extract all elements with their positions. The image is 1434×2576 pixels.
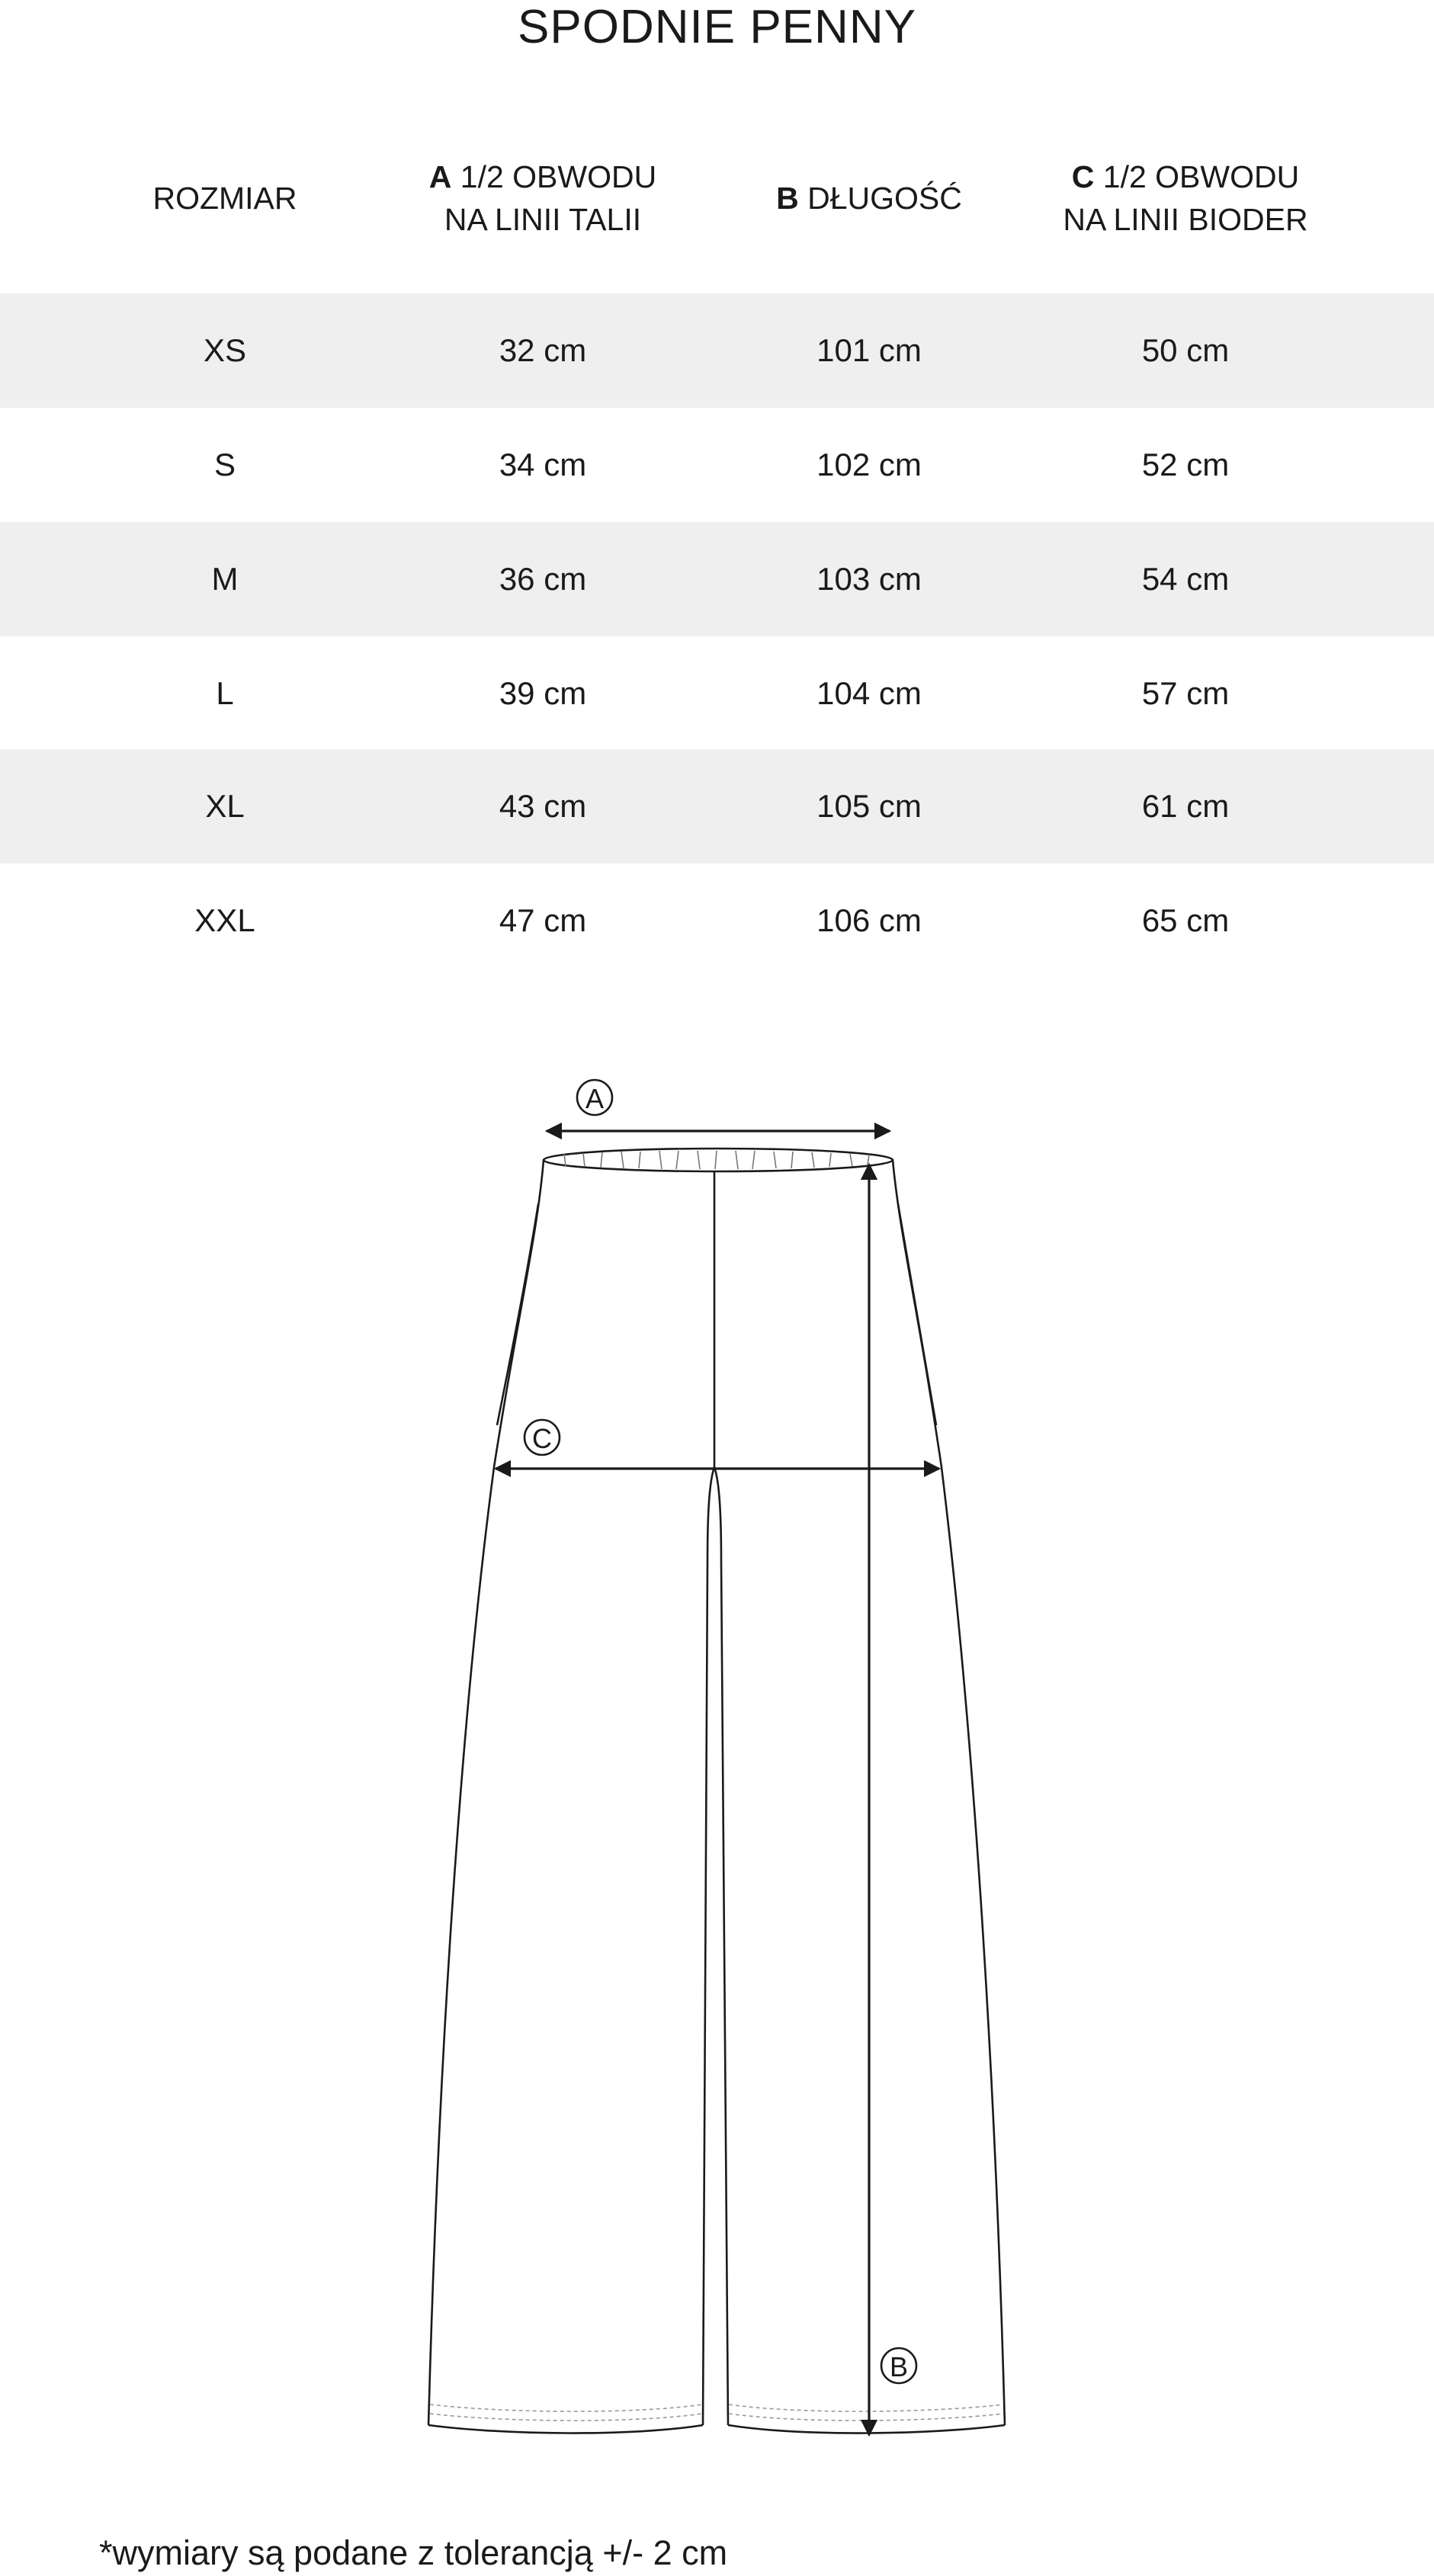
table-header xyxy=(0,152,1434,244)
cell-length: 103 cm xyxy=(816,561,922,597)
cell-length: 106 cm xyxy=(816,902,922,938)
waistband xyxy=(544,1149,893,1171)
right-hem xyxy=(728,2425,1005,2433)
measure-arrows xyxy=(496,1131,939,2435)
header-b-letter: B xyxy=(776,181,799,216)
cell-waist: 43 cm xyxy=(499,788,587,824)
header-size xyxy=(76,152,374,244)
header-c-line2: NA LINII BIODER xyxy=(1063,202,1308,237)
marker-b-label: B xyxy=(889,2351,909,2382)
cell-size: L xyxy=(216,675,234,711)
pants-outline xyxy=(428,1149,1005,2433)
table-row xyxy=(0,636,1434,751)
cell-hips: 50 cm xyxy=(1141,332,1230,368)
header-b-text: DŁUGOŚĆ xyxy=(807,181,962,216)
marker-a xyxy=(577,1080,612,1115)
cell-length: 102 cm xyxy=(816,447,922,482)
cell-length: 104 cm xyxy=(816,675,922,711)
header-a-letter: A xyxy=(428,159,452,194)
right-outer-seam xyxy=(893,1160,1005,2425)
cell-hips: 57 cm xyxy=(1141,675,1230,711)
cell-waist: 39 cm xyxy=(499,675,587,711)
table-row xyxy=(0,293,1434,408)
waistband-gathers xyxy=(564,1151,869,1169)
page-title: SPODNIE PENNY xyxy=(518,1,916,53)
table-row xyxy=(0,408,1434,522)
marker-b xyxy=(881,2348,916,2383)
hem-stitching xyxy=(430,2405,1003,2421)
right-pocket-line xyxy=(898,1204,936,1425)
header-waist xyxy=(390,152,695,244)
cell-length: 105 cm xyxy=(816,788,922,824)
header-length xyxy=(717,152,1022,244)
table-row xyxy=(0,749,1434,863)
marker-a-label: A xyxy=(585,1083,605,1114)
cell-waist: 34 cm xyxy=(499,447,587,482)
left-inseam xyxy=(703,1467,714,2425)
left-hem xyxy=(428,2425,703,2433)
cell-size: XXL xyxy=(194,902,255,938)
cell-hips: 61 cm xyxy=(1141,788,1230,824)
left-pocket-line xyxy=(497,1204,538,1425)
cell-size: XS xyxy=(203,332,247,368)
header-hips xyxy=(1033,152,1338,244)
table-row xyxy=(0,522,1434,636)
tolerance-footnote: *wymiary są podane z tolerancją +/- 2 cm xyxy=(99,2533,728,2572)
header-c-line1: 1/2 OBWODU xyxy=(1102,159,1300,194)
table-row xyxy=(0,863,1434,978)
cell-size: XL xyxy=(205,788,245,824)
header-size-label: ROZMIAR xyxy=(152,181,297,216)
cell-hips: 54 cm xyxy=(1141,561,1230,597)
cell-hips: 52 cm xyxy=(1141,447,1230,482)
cell-waist: 47 cm xyxy=(499,902,587,938)
cell-size: M xyxy=(211,561,239,597)
cell-waist: 32 cm xyxy=(499,332,587,368)
header-c-letter: C xyxy=(1071,159,1095,194)
left-outer-seam xyxy=(428,1160,544,2425)
marker-c xyxy=(525,1420,560,1455)
header-a-line2: NA LINII TALII xyxy=(444,202,642,237)
cell-waist: 36 cm xyxy=(499,561,587,597)
header-a-line1: 1/2 OBWODU xyxy=(460,159,657,194)
marker-c-label: C xyxy=(532,1423,552,1454)
right-inseam xyxy=(714,1467,728,2425)
cell-size: S xyxy=(213,447,236,482)
pants-diagram xyxy=(0,1052,1434,2462)
cell-length: 101 cm xyxy=(816,332,922,368)
cell-hips: 65 cm xyxy=(1141,902,1230,938)
